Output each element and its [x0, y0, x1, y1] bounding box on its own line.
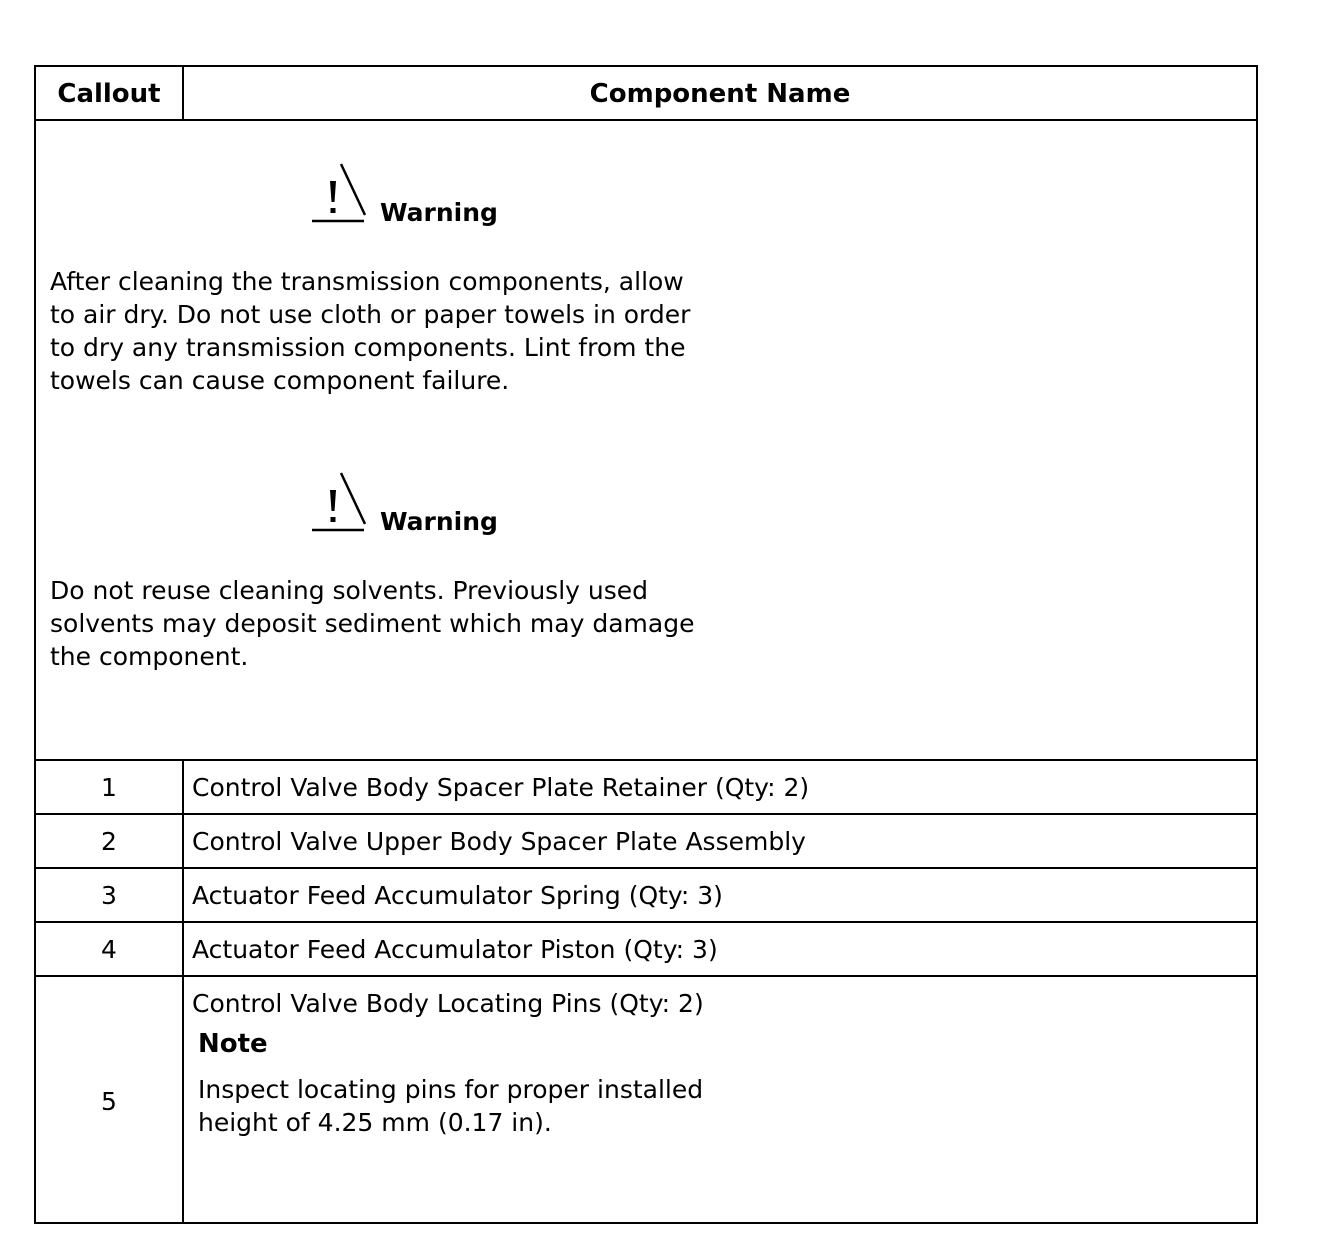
warning-text: [50, 265, 770, 397]
note-line: Inspect locating pins for proper installed: [198, 1075, 704, 1104]
warning-line: towels can cause component failure.: [50, 366, 510, 395]
callout-number: 5: [101, 1087, 117, 1116]
column-divider: [182, 67, 184, 121]
warning-line: After cleaning the transmission components, allow: [50, 267, 684, 296]
warning-triangle-icon: [308, 162, 366, 224]
component-name: Control Valve Upper Body Spacer Plate Assembly: [192, 827, 806, 856]
header-component-name: Component Name: [589, 79, 851, 109]
row-divider: [36, 813, 1256, 815]
warning-line: solvents may deposit sediment which may damage: [50, 609, 695, 638]
component-name: Actuator Feed Accumulator Piston (Qty: 3): [192, 935, 718, 964]
warning-line: to air dry. Do not use cloth or paper towels in order: [50, 300, 691, 329]
callout-number: 2: [101, 827, 117, 856]
note-line: height of 4.25 mm (0.17 in).: [198, 1108, 552, 1137]
warning-triangle-icon: [308, 471, 366, 533]
row-divider: [36, 759, 1256, 761]
warning-line: the component.: [50, 642, 249, 671]
component-name: Control Valve Body Spacer Plate Retainer (Qty: 2): [192, 773, 810, 802]
warning-heading: [308, 471, 498, 536]
warning-line: to dry any transmission components. Lint from the: [50, 333, 686, 362]
warning-text: [50, 574, 770, 673]
row-divider: [36, 975, 1256, 977]
warning-label: Warning: [380, 507, 498, 536]
column-divider: [182, 759, 184, 1222]
callout-number: 3: [101, 881, 117, 910]
row-divider: [36, 867, 1256, 869]
note-title: Note: [198, 1029, 268, 1059]
component-name: Actuator Feed Accumulator Spring (Qty: 3): [192, 881, 723, 910]
warning-line: Do not reuse cleaning solvents. Previously used: [50, 576, 648, 605]
callout-number: 1: [101, 773, 117, 802]
row-divider: [36, 119, 1256, 121]
row-divider: [36, 921, 1256, 923]
header-callout: Callout: [57, 79, 161, 109]
warning-label: Warning: [380, 198, 498, 227]
note-text: [198, 1073, 798, 1139]
warning-heading: [308, 162, 498, 227]
component-table: [34, 65, 1258, 1224]
component-name: Control Valve Body Locating Pins (Qty: 2): [192, 989, 704, 1018]
callout-number: 4: [101, 935, 117, 964]
